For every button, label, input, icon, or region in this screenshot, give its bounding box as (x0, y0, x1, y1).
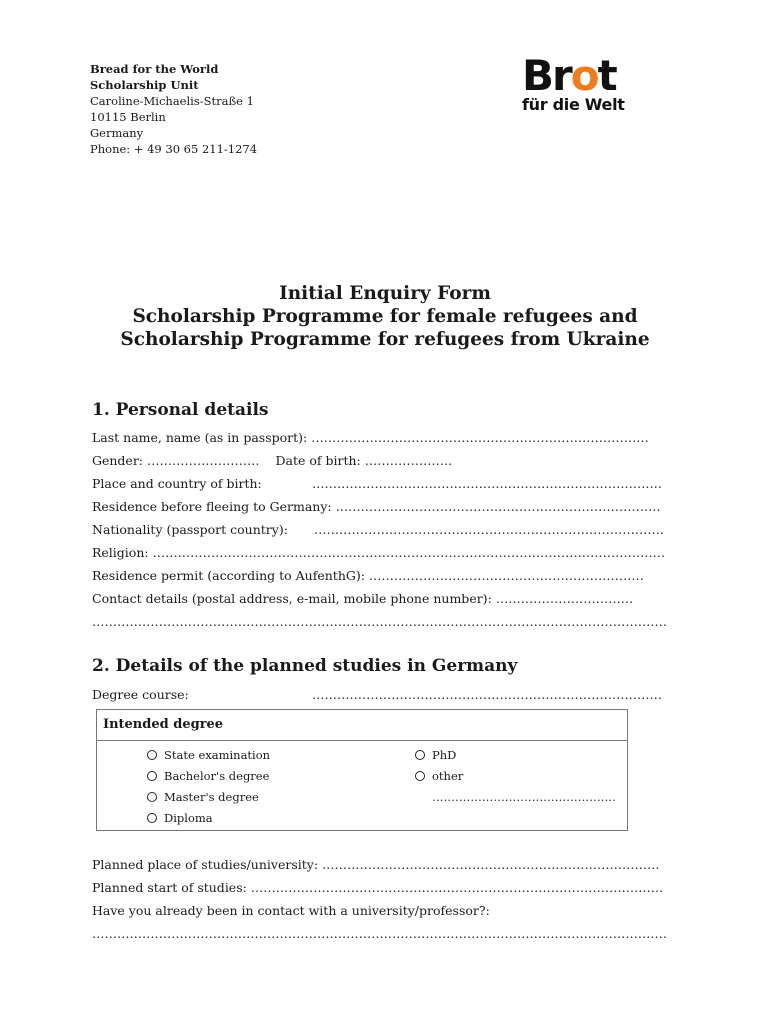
phone: Phone: + 49 30 65 211-1274 (90, 142, 258, 156)
radio-circle-icon[interactable] (147, 750, 157, 760)
start-of-studies-field[interactable]: Planned start of studies: ……………………………………………………………………………………… (92, 880, 664, 895)
radio-circle-icon[interactable] (147, 771, 157, 781)
section-planned-studies-heading: 2. Details of the planned studies in Germany (92, 656, 518, 676)
religion-field[interactable]: Religion: …………………………………………………………………………………………………………… (92, 545, 666, 560)
option-diploma[interactable]: Diploma (147, 811, 213, 825)
logo-wordmark: Brot (522, 51, 616, 100)
contact-details-continued[interactable]: ………………………………………………………………………………………………………………………… (92, 614, 667, 629)
option-bachelors-degree[interactable]: Bachelor's degree (147, 769, 269, 783)
nationality-row (92, 522, 664, 538)
residence-permit-field[interactable]: Residence permit (according to AufenthG): ………………………………………………………… (92, 568, 644, 583)
gender-dob-row (92, 453, 624, 469)
degree-course-row (92, 687, 662, 703)
country: Germany (90, 126, 144, 140)
university-contact-question: Have you already been in contact with a university/professor?: (92, 903, 490, 918)
intended-degree-table (96, 709, 628, 831)
birthplace-field[interactable]: ………………………………………………………………………… (312, 476, 662, 491)
option-state-examination[interactable]: State examination (147, 748, 270, 762)
other-degree-field[interactable]: ………………………………………… (432, 790, 616, 804)
city: 10115 Berlin (90, 110, 166, 124)
form-title: Initial Enquiry Form Scholarship Programme for female refugees and Scholarship Programme for refugees from Ukraine (120, 283, 650, 350)
street: Caroline-Michaelis-Straße 1 (90, 94, 254, 108)
dob-field[interactable]: Date of birth: ………………… (275, 453, 453, 468)
unit-name: Scholarship Unit (90, 78, 199, 92)
nationality-field[interactable]: ………………………………………………………………………… (314, 522, 664, 537)
university-contact-field[interactable]: ………………………………………………………………………………………………………………………… (92, 926, 667, 941)
logo-subtitle: für die Welt (522, 95, 625, 114)
radio-circle-icon[interactable] (147, 813, 157, 823)
intended-degree-header: Intended degree (97, 710, 627, 741)
contact-details-field[interactable]: Contact details (postal address, e-mail, mobile phone number): …………………………… (92, 591, 634, 606)
org-name: Bread for the World (90, 62, 219, 76)
degree-course-label: Degree course: (92, 687, 189, 702)
birthplace-label: Place and country of birth: (92, 476, 262, 491)
degree-course-field[interactable]: ………………………………………………………………………… (312, 687, 662, 702)
sender-address (90, 61, 257, 157)
radio-circle-icon[interactable] (415, 750, 425, 760)
section-personal-details-heading: 1. Personal details (92, 400, 269, 420)
option-phd[interactable]: PhD (415, 748, 456, 762)
last-name-field[interactable]: Last name, name (as in passport): ……………………………………………………………………… (92, 430, 649, 445)
residence-before-field[interactable]: Residence before fleeing to Germany: …………………………………………………………………… (92, 499, 661, 514)
place-of-studies-field[interactable]: Planned place of studies/university: ……………………………………………………………………… (92, 857, 660, 872)
option-masters-degree[interactable]: Master's degree (147, 790, 259, 804)
nationality-label: Nationality (passport country): (92, 522, 288, 537)
gender-field[interactable]: Gender: ……………………… (92, 453, 260, 468)
radio-circle-icon[interactable] (415, 771, 425, 781)
radio-circle-icon[interactable] (147, 792, 157, 802)
birthplace-row (92, 476, 662, 492)
brot-fuer-die-welt-logo (522, 51, 642, 114)
option-other[interactable]: other (415, 769, 463, 783)
